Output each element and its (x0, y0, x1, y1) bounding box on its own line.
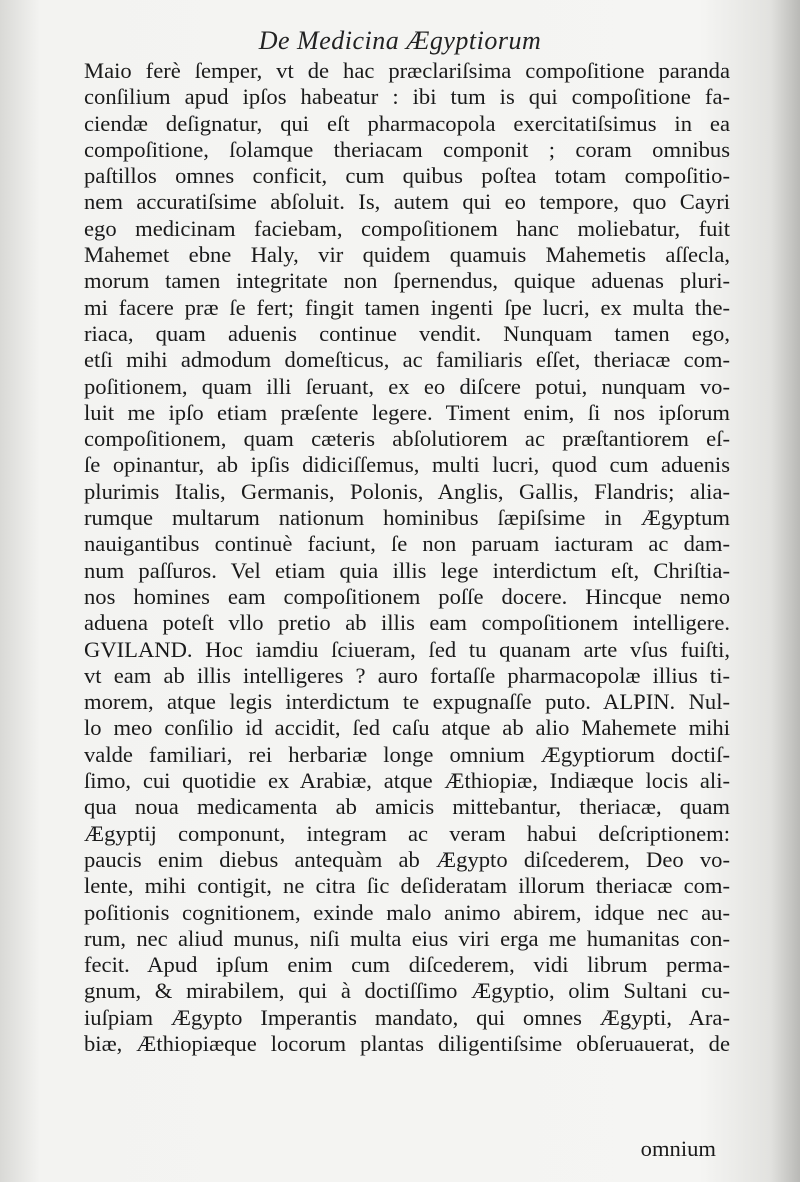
text-line: ſimo, cui quotidie ex Arabiæ, atque Æthiopiæ, Indiæque locis ali- (84, 768, 730, 794)
text-line: paucis enim diebus antequàm ab Ægypto diſcederem, Deo vo- (84, 846, 730, 872)
running-header: De Medicina Ægyptiorum (258, 26, 542, 55)
text-line: Maio ferè ſemper, vt de hac præclariſsima compoſitione paranda (84, 58, 730, 83)
catchword: omnium (640, 1136, 716, 1161)
text-line: ciendæ deſignatur, qui eſt pharmacopola exercitatiſsimus in ea (84, 110, 730, 136)
body-text (84, 58, 730, 1057)
text-line: rum, nec aliud munus, niſi multa eius viri erga me humanitas con- (84, 925, 730, 951)
text-line: mi facere præ ſe fert; fingit tamen ingenti ſpe lucri, ex multa the- (84, 294, 730, 320)
text-line: nem accuratiſsime abſoluit. Is, autem qui eo tempore, quo Cayri (84, 189, 730, 215)
text-line: nos homines eam compoſitionem poſſe docere. Hincque nemo (84, 583, 730, 609)
text-line: lo meo conſilio id accidit, ſed caſu atque ab alio Mahemete mihi (84, 715, 730, 741)
text-line: ſe opinantur, ab ipſis didiciſſemus, multi lucri, quod cum aduenis (84, 452, 730, 478)
text-line: morum tamen integritate non ſpernendus, quique aduenas pluri- (84, 268, 730, 294)
text-line: qua noua medicamenta ab amicis mittebantur, theriacæ, quam (84, 794, 730, 820)
text-line: valde familiari, rei herbariæ longe omnium Ægyptiorum doctiſ- (84, 741, 730, 767)
text-line: paſtillos omnes conficit, cum quibus poſtea totam compoſitio- (84, 163, 730, 189)
text-line: riaca, quam aduenis continue vendit. Nunquam tamen ego, (84, 320, 730, 346)
text-line: GVILAND. Hoc iamdiu ſciueram, ſed tu quanam arte vſus fuiſti, (84, 636, 730, 662)
text-line: lente, mihi contigit, ne citra ſic deſideratam illorum theriacæ com- (84, 873, 730, 899)
text-line: poſitionis cognitionem, exinde malo animo abirem, idque nec au- (84, 899, 730, 925)
text-line: rumque multarum nationum hominibus ſæpiſsime in Ægyptum (84, 505, 730, 531)
text-line: luit me ipſo etiam præſente legere. Timent enim, ſi nos ipſorum (84, 399, 730, 425)
text-line: morem, atque legis interdictum te expugnaſſe puto. ALPIN. Nul- (84, 689, 730, 715)
text-line: aduena poteſt vllo pretio ab illis eam compoſitionem intelligere. (84, 610, 730, 636)
text-line: gnum, & mirabilem, qui à doctiſſimo Ægyptio, olim Sultani cu- (84, 978, 730, 1004)
text-line: conſilium apud ipſos habeatur : ibi tum is qui compoſitione fa- (84, 84, 730, 110)
text-line: fecit. Apud ipſum enim cum diſcederem, vidi librum perma- (84, 952, 730, 978)
text-line: iuſpiam Ægypto Imperantis mandato, qui omnes Ægypti, Ara- (84, 1004, 730, 1030)
text-line: ego medicinam faciebam, compoſitionem hanc moliebatur, fuit (84, 215, 730, 241)
text-line: poſitionem, quam illi ſeruant, ex eo diſcere potui, nunquam vo- (84, 373, 730, 399)
text-line: etſi mihi admodum domeſticus, ac familiaris eſſet, theriacæ com- (84, 347, 730, 373)
text-line: compoſitionem, quam cæteris abſolutiorem ac præſtantiorem eſ- (84, 426, 730, 452)
text-line: num paſſuros. Vel etiam quia illis lege interdictum eſt, Chriſtia- (84, 557, 730, 583)
text-line: vt eam ab illis intelligeres ? auro fortaſſe pharmacopolæ illius ti- (84, 662, 730, 688)
text-line: plurimis Italis, Germanis, Polonis, Anglis, Gallis, Flandris; alia- (84, 478, 730, 504)
text-line: biæ, Æthiopiæque locorum plantas diligentiſsime obſeruauerat, de (84, 1030, 730, 1056)
text-line: Mahemet ebne Haly, vir quidem quamuis Mahemetis aſſecla, (84, 242, 730, 268)
text-line: Ægyptij componunt, integram ac veram habui deſcriptionem: (84, 820, 730, 846)
text-line: nauigantibus continuè faciunt, ſe non paruam iacturam ac dam- (84, 531, 730, 557)
text-line: compoſitione, ſolamque theriacam componit ; coram omnibus (84, 136, 730, 162)
